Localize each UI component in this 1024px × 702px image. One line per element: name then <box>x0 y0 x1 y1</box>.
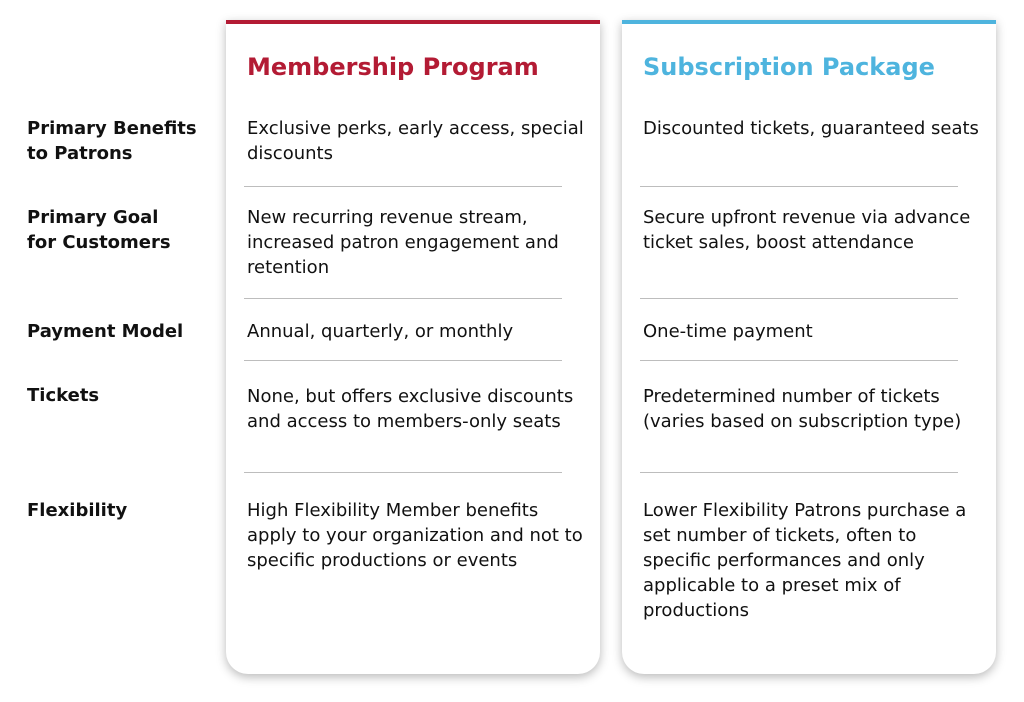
cell-payment-model: Annual, quarterly, or monthly <box>247 321 514 342</box>
card-accent-bar <box>622 20 996 24</box>
row-divider <box>244 472 562 473</box>
row-divider <box>640 360 958 361</box>
row-label-flexibility <box>27 498 217 523</box>
card-accent-bar <box>226 20 600 24</box>
row-label-line: Tickets <box>27 385 100 406</box>
row-divider <box>244 298 562 299</box>
subscription-package-card <box>622 20 996 674</box>
cell-payment-model: One-time payment <box>643 321 813 342</box>
row-divider <box>244 186 562 187</box>
cell-tickets: None, but offers exclusive discounts and access to members-only seats <box>247 386 574 432</box>
cell-flexibility: High Flexibility Member benefits apply to your organization and not to specific productions or events <box>247 500 583 571</box>
row-label-line: for Customers <box>27 232 171 253</box>
row-divider <box>244 360 562 361</box>
cell-primary-goal: Secure upfront revenue via advance ticket sales, boost attendance <box>643 207 971 253</box>
row-label-line: Flexibility <box>27 500 128 521</box>
cell-primary-benefits: Discounted tickets, guaranteed seats <box>643 118 979 139</box>
row-divider <box>640 472 958 473</box>
cell-primary-goal: New recurring revenue stream, increased patron engagement and retention <box>247 207 559 278</box>
row-label-line: Payment Model <box>27 321 184 342</box>
card-title: Membership Program <box>247 53 539 81</box>
row-label-line: to Patrons <box>27 143 133 164</box>
row-label-line: Primary Goal <box>27 207 159 228</box>
cell-flexibility: Lower Flexibility Patrons purchase a set number of tickets, often to specific performances and only applicable to a preset mix of productions <box>643 500 967 621</box>
row-label-primary-goal <box>27 205 217 255</box>
row-label-payment-model <box>27 319 217 344</box>
row-label-line: Primary Benefits <box>27 118 197 139</box>
row-label-primary-benefits <box>27 116 217 166</box>
cell-primary-benefits: Exclusive perks, early access, special discounts <box>247 118 584 164</box>
row-divider <box>640 298 958 299</box>
membership-program-card <box>226 20 600 674</box>
row-divider <box>640 186 958 187</box>
cell-tickets: Predetermined number of tickets (varies based on subscription type) <box>643 386 962 432</box>
row-label-tickets <box>27 383 217 408</box>
card-title: Subscription Package <box>643 53 935 81</box>
